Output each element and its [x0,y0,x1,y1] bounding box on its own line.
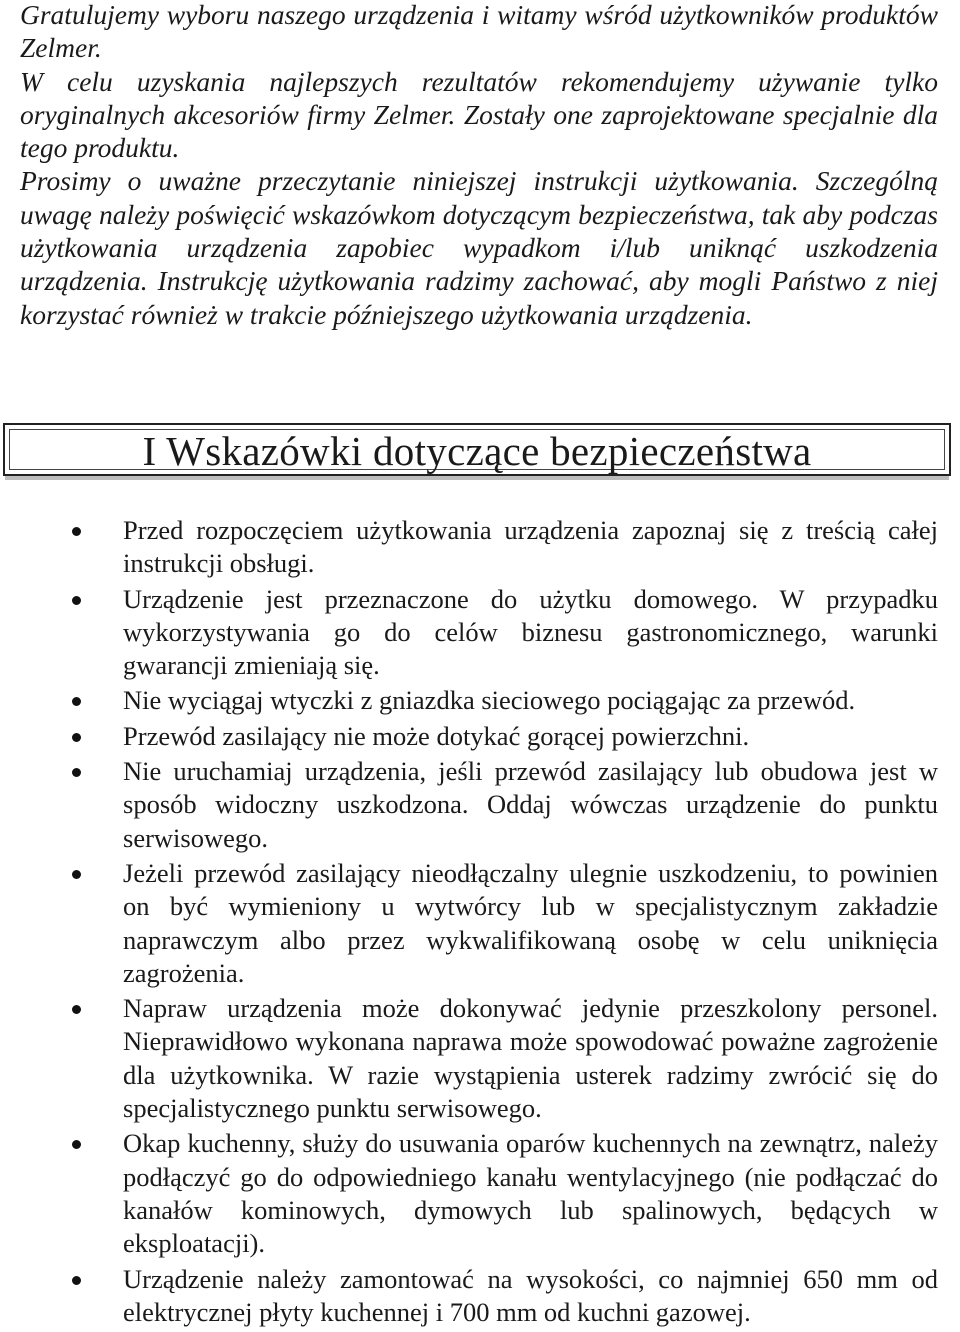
list-item [0,684,960,717]
bullet-icon [72,1140,81,1149]
list-item-text: Urządzenie należy zamontować na wysokości, co najmniej 650 mm od elektrycznej płyty kuchennej i 700 mm od kuchni gazowej. [123,1263,938,1327]
bullet-icon [72,697,81,706]
intro-paragraph-greeting: Gratulujemy wyboru naszego urządzenia i witamy wśród użytkowników produktów Zelmer. [20,0,938,64]
list-item [0,1263,960,1330]
list-item [0,1127,960,1260]
list-item-text: Urządzenie jest przeznaczone do użytku domowego. W przypadku wykorzystywania go do celów biznesu gastronomicznego, warunki gwarancji zmieniają się. [123,583,938,681]
list-item-text: Jeżeli przewód zasilający nieodłączalny ulegnie uszkodzeniu, to powinien on być wymieniony u wytwórcy lub w specjalistycznym zakładzie naprawczym albo przez wykwalifikowaną osobę w celu uniknięcia zagrożenia. [123,857,938,988]
bullet-icon [72,1276,81,1285]
intro-text [20,0,938,331]
list-item [0,755,960,855]
safety-list [0,514,960,1331]
bullet-icon [72,870,81,879]
list-item [0,514,960,581]
list-item [0,857,960,990]
list-item-text: Okap kuchenny, służy do usuwania oparów kuchennych na zewnątrz, należy podłączyć go do odpowiedniego kanału wentylacyjnego (nie podłączać do kanałów kominowych, dymowych lub spalinowych, będących w eksploatacji). [123,1128,938,1259]
intro-paragraph-instructions: Prosimy o uważne przeczytanie niniejszej instrukcji użytkowania. Szczególną uwagę należy poświęcić wskazówkom dotyczącym bezpieczeństwa, tak aby podczas użytkowania urządzenia zapobiec wypadkom i/lub uniknąć uszkodzenia urządzenia. Instrukcję użytkowania radzimy zachować, aby mogli Państwo z niej korzystać również w trakcie późniejszego użytkowania urządzenia. [20,165,938,330]
list-item-text: Nie uruchamiaj urządzenia, jeśli przewód zasilający lub obudowa jest w sposób widoczny uszkodzona. Oddaj wówczas urządzenie do punktu serwisowego. [123,756,938,853]
list-item-text: Napraw urządzenia może dokonywać jedynie przeszkolony personel. Nieprawidłowo wykonana naprawa może spowodować poważne zagrożenie dla użytkownika. W razie wystąpienia usterek radzimy zwrócić się do specjalistycznego punktu serwisowego. [123,993,938,1124]
list-item-text: Nie wyciągaj wtyczki z gniazdka sieciowego pociągając za przewód. [123,685,856,716]
bullet-icon [72,768,81,777]
intro-paragraph-accessories: W celu uzyskania najlepszych rezultatów rekomendujemy używanie tylko oryginalnych akcesoriów firmy Zelmer. Zostały one zaprojektowane specjalnie dla tego produktu. [20,65,938,164]
section-title: I Wskazówki dotyczące bezpieczeństwa [142,428,812,474]
list-item [0,583,960,683]
list-item-text: Przed rozpoczęciem użytkowania urządzenia zapoznaj się z treścią całej instrukcji obsługi. [123,515,938,579]
list-item-text: Przewód zasilający nie może dotykać gorącej powierzchni. [123,720,750,751]
list-item [0,992,960,1125]
section-heading-box [3,423,951,476]
list-item [0,720,960,753]
bullet-icon [72,596,81,605]
bullet-icon [72,733,81,742]
bullet-icon [72,527,81,536]
bullet-icon [72,1005,81,1014]
